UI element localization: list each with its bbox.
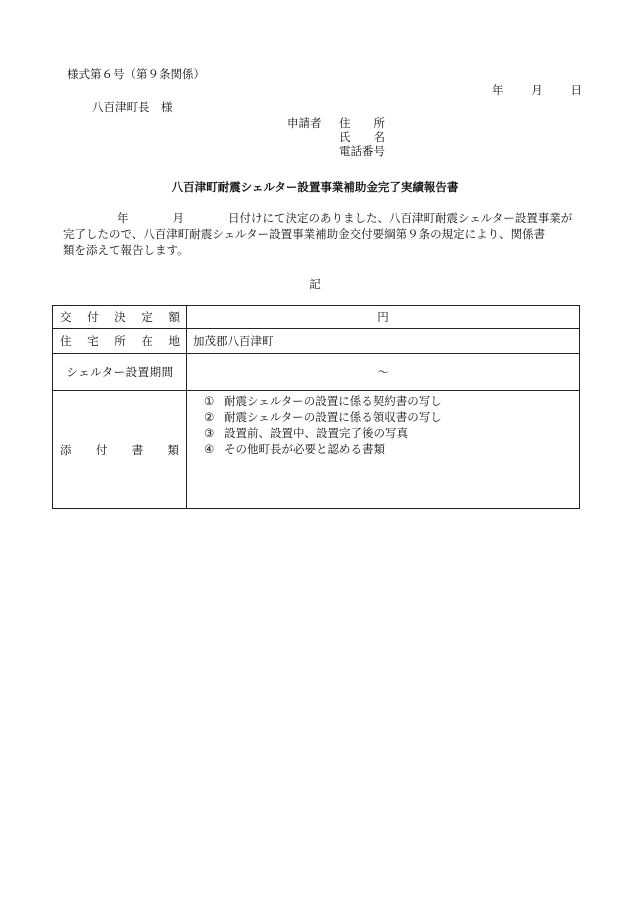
shelter-period-value: ～ (187, 354, 580, 391)
date-month-label: 月 (531, 83, 543, 97)
applicant-role-label: 申請者 (287, 116, 322, 130)
attachments-list-cell (187, 391, 580, 509)
applicant-name-char: 氏 (339, 130, 351, 144)
body-paragraph (63, 210, 585, 258)
list-item: ④ その他町長が必要と認める書類 (204, 442, 385, 456)
body-month-label: 月 (172, 211, 184, 225)
table-row (53, 391, 580, 509)
body-line-3: 類を添えて報告します。 (63, 243, 189, 257)
detail-table (52, 305, 580, 509)
ki-heading: 記 (309, 277, 321, 291)
applicant-name-char: 名 (373, 130, 385, 144)
body-year-label: 年 (117, 211, 129, 225)
list-item: ③ 設置前、設置中、設置完了後の写真 (204, 426, 408, 440)
applicant-name-label (339, 130, 385, 144)
table-row (53, 354, 580, 391)
list-item: ② 耐震シェルターの設置に係る領収書の写し (204, 410, 442, 424)
list-item: ① 耐震シェルターの設置に係る契約書の写し (204, 394, 442, 408)
applicant-address-char: 住 (339, 116, 351, 130)
applicant-address-char: 所 (373, 116, 385, 130)
date-line (492, 83, 582, 97)
table-row (53, 329, 580, 354)
applicant-address-label (339, 116, 385, 130)
addressee: 八百津町長 様 (92, 100, 173, 114)
house-location-value: 加茂郡八百津町 (187, 329, 580, 354)
attachments-label: 添 付 書 類 (53, 391, 187, 509)
date-day-label: 日 (570, 83, 582, 97)
document-title: 八百津町耐震シェルター設置事業補助金完了実績報告書 (171, 180, 459, 194)
date-year-label: 年 (492, 83, 504, 97)
shelter-period-label: シェルター設置期間 (53, 354, 187, 391)
grant-amount-value: 円 (187, 306, 580, 329)
house-location-label: 住 宅 所 在 地 (53, 329, 187, 354)
applicant-block (287, 116, 385, 158)
body-line-1: 日付けにて決定のありました、八百津町耐震シェルター設置事業が (228, 211, 573, 225)
form-number: 様式第６号（第９条関係） (67, 67, 205, 81)
body-line-2: 完了したので、八百津町耐震シェルター設置事業補助金交付要綱第９条の規定により、関係書 (63, 227, 546, 241)
grant-amount-label: 交 付 決 定 額 (53, 306, 187, 329)
applicant-phone-label: 電話番号 (339, 144, 385, 158)
attachments-list (187, 393, 579, 457)
table-row (53, 306, 580, 329)
